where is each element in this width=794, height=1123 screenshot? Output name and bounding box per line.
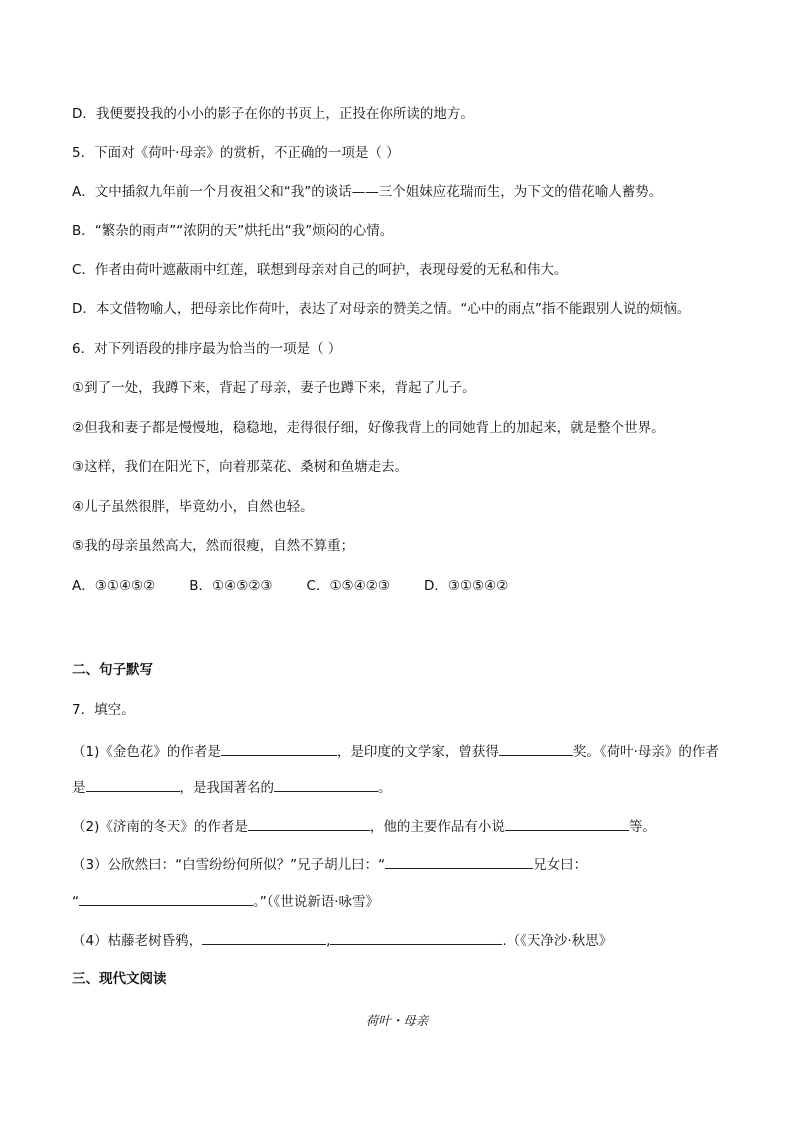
footer-title: 荷叶・母亲 xyxy=(365,1013,429,1028)
q6-option-b: B．①④⑤②③ xyxy=(189,578,273,594)
q5-option-d: D．本文借物喻人，把母亲比作荷叶，表达了对母亲的赞美之情。“心中的雨点”指不能跟别人说的烦恼。 xyxy=(72,301,691,317)
q7-item-1-line-1 xyxy=(72,740,719,762)
q7-3-text-b: 兄女曰： xyxy=(533,857,588,873)
q7-item-3-line-1 xyxy=(72,853,587,875)
answer-blank[interactable] xyxy=(499,740,573,756)
answer-blank[interactable] xyxy=(221,740,337,756)
answer-blank[interactable] xyxy=(330,929,502,945)
q5-option-a: A．文中插叙九年前一个月夜祖父和“我”的谈话——三个姐妹应花瑞而生，为下文的借花喻人蓄势。 xyxy=(72,184,663,200)
q5-stem: 5．下面对《荷叶·母亲》的赏析，不正确的一项是（ ） xyxy=(72,145,400,161)
q5-option-c: C．作者由荷叶遮蔽雨中红莲，联想到母亲对自己的呵护，表现母爱的无私和伟大。 xyxy=(72,262,568,278)
section3-heading: 三、现代文阅读 xyxy=(72,971,167,987)
q7-1-text-c: 奖。《荷叶·母亲》的作者 xyxy=(572,744,719,760)
q7-3-text-a: （3）公欣然曰：“白雪纷纷何所似？”兄子胡儿曰：“ xyxy=(72,857,386,873)
q7-4-text-b: , xyxy=(326,933,331,949)
q5-option-b: B．“繁杂的雨声”“浓阴的天”烘托出“我”烦闷的心情。 xyxy=(72,223,394,239)
answer-blank[interactable] xyxy=(86,776,180,792)
section2-heading: 二、句子默写 xyxy=(72,662,153,678)
q7-item-3-line-2 xyxy=(72,890,379,912)
q7-4-text-a: （4）枯藤老树昏鸦， xyxy=(72,933,203,949)
q7-2-text-c: 等。 xyxy=(628,819,656,835)
answer-blank[interactable] xyxy=(248,815,370,831)
q7-1-text-e: ，是我国著名的 xyxy=(179,780,274,796)
q6-option-d: D．③①⑤④② xyxy=(423,578,509,594)
answer-blank[interactable] xyxy=(385,853,533,869)
q7-1-text-a: （1)《金色花》的作者是 xyxy=(72,744,221,760)
answer-blank[interactable] xyxy=(274,776,378,792)
q6-option-c: C．①⑤④②③ xyxy=(306,578,390,594)
q7-3-text-c: “ xyxy=(72,894,79,910)
q7-1-text-d: 是 xyxy=(72,780,86,796)
q7-1-text-b: ，是印度的文学家，曾获得 xyxy=(336,744,499,760)
q6-sentence-1: ①到了一处，我蹲下来，背起了母亲，妻子也蹲下来，背起了儿子。 xyxy=(72,380,476,396)
q6-sentence-3: ③这样，我们在阳光下，向着那菜花、桑树和鱼塘走去。 xyxy=(72,459,409,475)
q6-sentence-4: ④儿子虽然很胖，毕竟幼小，自然也轻。 xyxy=(72,499,314,515)
q7-item-1-line-2 xyxy=(72,776,392,798)
q7-4-text-c: .（《天净沙·秋思》 xyxy=(502,933,613,949)
answer-blank[interactable] xyxy=(202,929,326,945)
q7-item-4 xyxy=(72,929,612,951)
q7-2-text-b: ，他的主要作品有小说 xyxy=(369,819,505,835)
q6-sentence-5: ⑤我的母亲虽然高大，然而很瘦，自然不算重； xyxy=(72,538,355,554)
q7-item-2 xyxy=(72,815,656,837)
q7-stem: 7．填空。 xyxy=(72,702,135,718)
q7-1-text-f: 。 xyxy=(378,780,392,796)
q6-options xyxy=(72,576,508,596)
q6-sentence-2: ②但我和妻子都是慢慢地，稳稳地，走得很仔细，好像我背上的同她背上的加起来，就是整个世界。 xyxy=(72,420,665,436)
q7-3-text-d: 。”（《世说新语·咏雪》 xyxy=(253,894,380,910)
q6-stem: 6．对下列语段的排序最为恰当的一项是（ ） xyxy=(72,341,342,357)
q6-option-a: A．③①④⑤② xyxy=(72,578,156,594)
q4-option-d: D．我便要投我的小小的影子在你的书页上，正投在你所读的地方。 xyxy=(72,106,474,122)
q7-2-text-a: （2)《济南的冬天》的作者是 xyxy=(72,819,248,835)
answer-blank[interactable] xyxy=(505,815,629,831)
answer-blank[interactable] xyxy=(79,890,253,906)
